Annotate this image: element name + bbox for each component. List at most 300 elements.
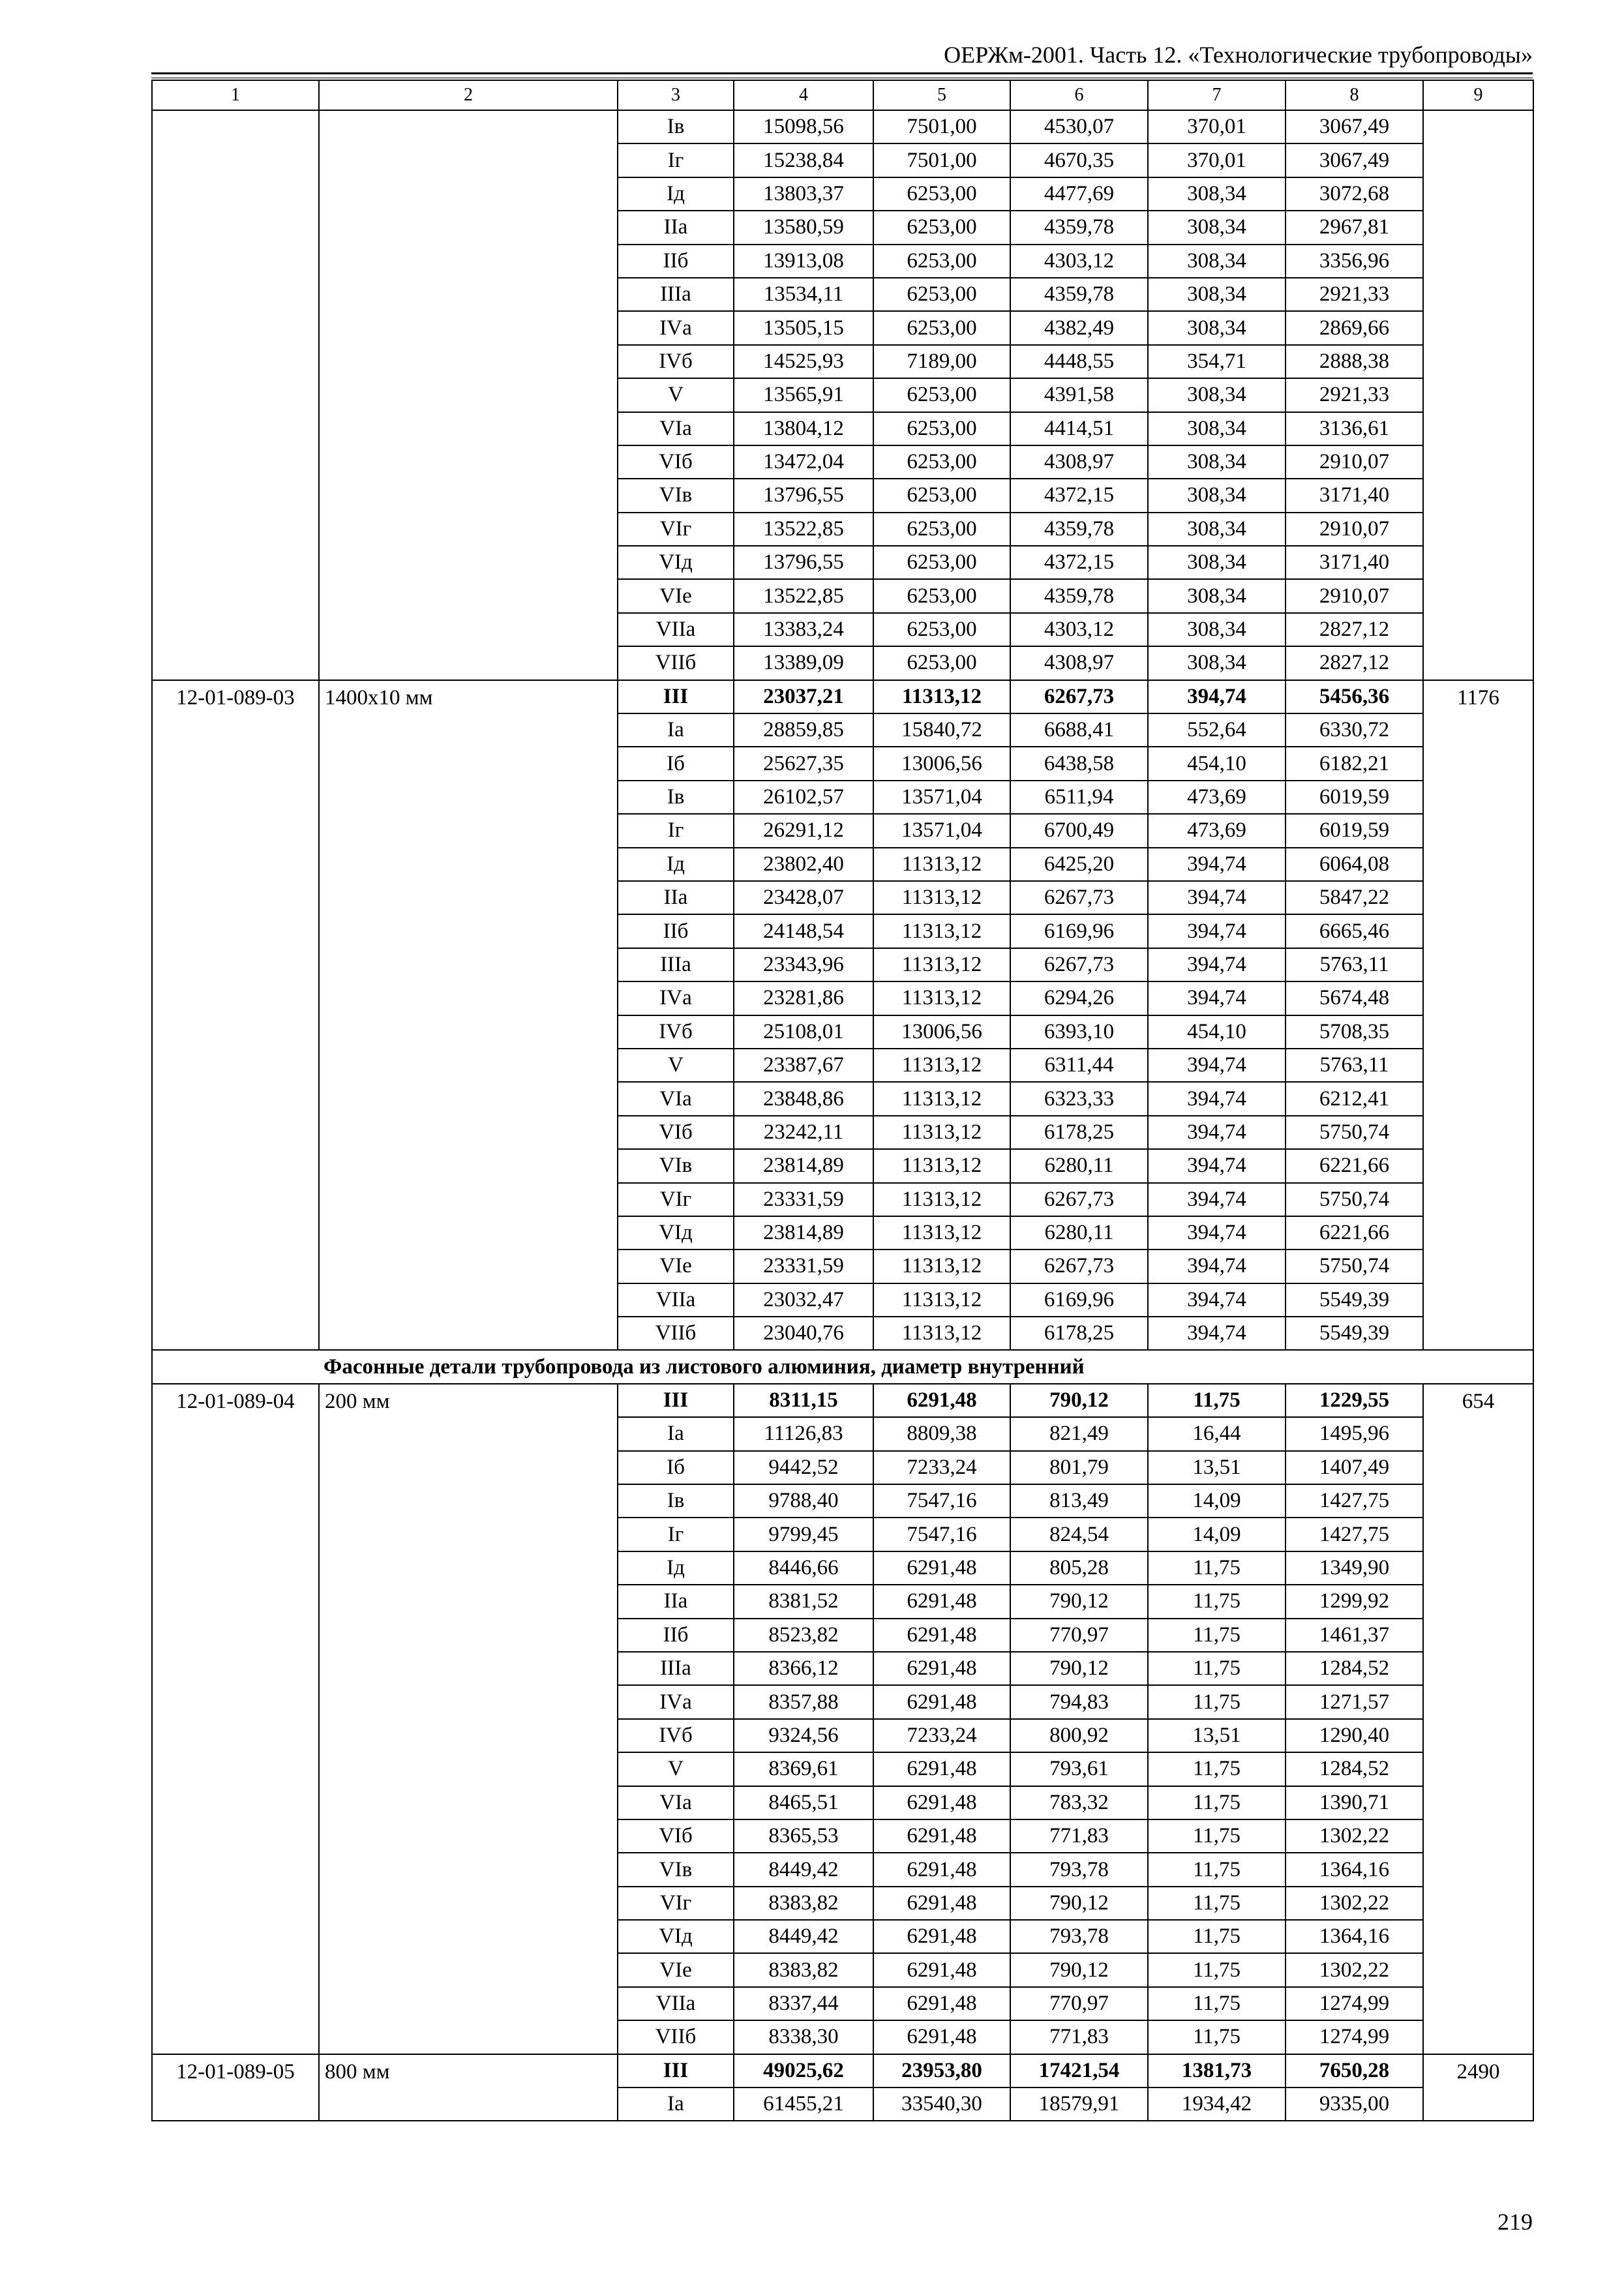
value-cell: 15098,56 xyxy=(734,110,873,143)
column-number: 5 xyxy=(873,80,1010,110)
value-cell: 552,64 xyxy=(1148,713,1286,747)
zone-cell: IVа xyxy=(618,981,734,1015)
value-cell: 8523,82 xyxy=(734,1619,873,1652)
value-cell: 2967,81 xyxy=(1286,211,1423,244)
value-cell: 783,32 xyxy=(1010,1786,1148,1819)
col9-cell xyxy=(1423,110,1533,680)
value-cell: 4303,12 xyxy=(1010,245,1148,278)
value-cell: 23037,21 xyxy=(734,680,873,713)
zone-cell: Iд xyxy=(618,1551,734,1585)
value-cell: 11,75 xyxy=(1148,2020,1286,2054)
zone-cell: IVб xyxy=(618,1015,734,1049)
value-cell: 33540,30 xyxy=(873,2087,1010,2121)
value-cell: 800,92 xyxy=(1010,1719,1148,1752)
value-cell: 6178,25 xyxy=(1010,1317,1148,1350)
value-cell: 16,44 xyxy=(1148,1417,1286,1450)
value-cell: 801,79 xyxy=(1010,1451,1148,1484)
zone-cell: VIб xyxy=(618,1116,734,1149)
value-cell: 13006,56 xyxy=(873,747,1010,780)
value-cell: 2888,38 xyxy=(1286,345,1423,378)
value-cell: 6291,48 xyxy=(873,1920,1010,1953)
value-cell: 394,74 xyxy=(1148,848,1286,881)
value-cell: 8383,82 xyxy=(734,1953,873,1986)
value-cell: 6323,33 xyxy=(1010,1082,1148,1115)
value-cell: 5763,11 xyxy=(1286,1049,1423,1082)
value-cell: 7233,24 xyxy=(873,1451,1010,1484)
value-cell: 15840,72 xyxy=(873,713,1010,747)
value-cell: 5750,74 xyxy=(1286,1116,1423,1149)
value-cell: 8449,42 xyxy=(734,1853,873,1886)
value-cell: 28859,85 xyxy=(734,713,873,747)
value-cell: 1364,16 xyxy=(1286,1853,1423,1886)
value-cell: 1274,99 xyxy=(1286,2020,1423,2054)
value-cell: 23802,40 xyxy=(734,848,873,881)
zone-cell: Iб xyxy=(618,747,734,780)
value-cell: 23331,59 xyxy=(734,1249,873,1283)
value-cell: 6688,41 xyxy=(1010,713,1148,747)
zone-cell: VIв xyxy=(618,1149,734,1182)
zone-cell: IIб xyxy=(618,914,734,948)
value-cell: 8465,51 xyxy=(734,1786,873,1819)
value-cell: 394,74 xyxy=(1148,881,1286,914)
value-cell: 6291,48 xyxy=(873,1953,1010,1986)
value-cell: 1381,73 xyxy=(1148,2054,1286,2087)
value-cell: 6267,73 xyxy=(1010,680,1148,713)
value-cell: 23331,59 xyxy=(734,1183,873,1216)
value-cell: 5750,74 xyxy=(1286,1183,1423,1216)
value-cell: 6311,44 xyxy=(1010,1049,1148,1082)
value-cell: 370,01 xyxy=(1148,143,1286,177)
zone-cell: III xyxy=(618,2054,734,2087)
value-cell: 394,74 xyxy=(1148,1049,1286,1082)
value-cell: 7547,16 xyxy=(873,1518,1010,1551)
zone-cell: VIIа xyxy=(618,1987,734,2020)
value-cell: 8369,61 xyxy=(734,1752,873,1786)
value-cell: 6665,46 xyxy=(1286,914,1423,948)
zone-cell: Iа xyxy=(618,2087,734,2121)
name-cell: 1400x10 мм xyxy=(319,680,618,1351)
value-cell: 6267,73 xyxy=(1010,881,1148,914)
value-cell: 11313,12 xyxy=(873,914,1010,948)
value-cell: 1495,96 xyxy=(1286,1417,1423,1450)
zone-cell: Iа xyxy=(618,1417,734,1450)
value-cell: 771,83 xyxy=(1010,1819,1148,1853)
value-cell: 13006,56 xyxy=(873,1015,1010,1049)
value-cell: 6253,00 xyxy=(873,479,1010,512)
value-cell: 473,69 xyxy=(1148,781,1286,814)
value-cell: 6267,73 xyxy=(1010,1183,1148,1216)
zone-cell: VIе xyxy=(618,1249,734,1283)
zone-cell: Iа xyxy=(618,713,734,747)
value-cell: 8383,82 xyxy=(734,1887,873,1920)
value-cell: 11,75 xyxy=(1148,1585,1286,1618)
value-cell: 308,34 xyxy=(1148,513,1286,546)
value-cell: 5549,39 xyxy=(1286,1283,1423,1317)
value-cell: 6280,11 xyxy=(1010,1149,1148,1182)
value-cell: 1302,22 xyxy=(1286,1887,1423,1920)
zone-cell: III xyxy=(618,1384,734,1417)
value-cell: 6182,21 xyxy=(1286,747,1423,780)
value-cell: 354,71 xyxy=(1148,345,1286,378)
value-cell: 11313,12 xyxy=(873,1216,1010,1249)
value-cell: 11,75 xyxy=(1148,1819,1286,1853)
value-cell: 7189,00 xyxy=(873,345,1010,378)
value-cell: 6221,66 xyxy=(1286,1149,1423,1182)
value-cell: 6393,10 xyxy=(1010,1015,1148,1049)
value-cell: 9335,00 xyxy=(1286,2087,1423,2121)
column-number: 6 xyxy=(1010,80,1148,110)
value-cell: 23040,76 xyxy=(734,1317,873,1350)
value-cell: 5708,35 xyxy=(1286,1015,1423,1049)
zone-cell: VIг xyxy=(618,513,734,546)
value-cell: 790,12 xyxy=(1010,1887,1148,1920)
value-cell: 5674,48 xyxy=(1286,981,1423,1015)
value-cell: 308,34 xyxy=(1148,412,1286,445)
value-cell: 23387,67 xyxy=(734,1049,873,1082)
value-cell: 11313,12 xyxy=(873,1116,1010,1149)
value-cell: 6291,48 xyxy=(873,1619,1010,1652)
value-cell: 4448,55 xyxy=(1010,345,1148,378)
code-cell: 12-01-089-03 xyxy=(152,680,319,1351)
value-cell: 8381,52 xyxy=(734,1585,873,1618)
value-cell: 1229,55 xyxy=(1286,1384,1423,1417)
value-cell: 13580,59 xyxy=(734,211,873,244)
value-cell: 6169,96 xyxy=(1010,1283,1148,1317)
zone-cell: Iв xyxy=(618,1484,734,1518)
value-cell: 6511,94 xyxy=(1010,781,1148,814)
section-row xyxy=(152,1350,1533,1383)
zone-cell: VIа xyxy=(618,412,734,445)
value-cell: 23428,07 xyxy=(734,881,873,914)
zone-cell: VIIб xyxy=(618,646,734,680)
value-cell: 6291,48 xyxy=(873,1585,1010,1618)
value-cell: 6700,49 xyxy=(1010,814,1148,847)
value-cell: 7547,16 xyxy=(873,1484,1010,1518)
value-cell: 3067,49 xyxy=(1286,143,1423,177)
value-cell: 2910,07 xyxy=(1286,513,1423,546)
value-cell: 790,12 xyxy=(1010,1652,1148,1685)
value-cell: 308,34 xyxy=(1148,579,1286,612)
value-cell: 2921,33 xyxy=(1286,278,1423,311)
value-cell: 13505,15 xyxy=(734,311,873,344)
zone-cell: IVб xyxy=(618,1719,734,1752)
value-cell: 6221,66 xyxy=(1286,1216,1423,1249)
value-cell: 1390,71 xyxy=(1286,1786,1423,1819)
code-cell: 12-01-089-04 xyxy=(152,1384,319,2054)
value-cell: 23242,11 xyxy=(734,1116,873,1149)
value-cell: 308,34 xyxy=(1148,479,1286,512)
column-number: 4 xyxy=(734,80,873,110)
value-cell: 1427,75 xyxy=(1286,1484,1423,1518)
zone-cell: V xyxy=(618,1049,734,1082)
value-cell: 1364,16 xyxy=(1286,1920,1423,1953)
value-cell: 7650,28 xyxy=(1286,2054,1423,2087)
zone-cell: IIIа xyxy=(618,278,734,311)
value-cell: 13796,55 xyxy=(734,546,873,579)
value-cell: 4477,69 xyxy=(1010,177,1148,211)
value-cell: 6291,48 xyxy=(873,1786,1010,1819)
value-cell: 11313,12 xyxy=(873,680,1010,713)
value-cell: 394,74 xyxy=(1148,680,1286,713)
price-table xyxy=(151,80,1534,2121)
table-row xyxy=(152,110,1533,143)
value-cell: 11313,12 xyxy=(873,848,1010,881)
value-cell: 11313,12 xyxy=(873,1082,1010,1115)
value-cell: 6212,41 xyxy=(1286,1082,1423,1115)
value-cell: 1290,40 xyxy=(1286,1719,1423,1752)
value-cell: 23814,89 xyxy=(734,1149,873,1182)
zone-cell: VIIа xyxy=(618,1283,734,1317)
value-cell: 11,75 xyxy=(1148,1853,1286,1886)
value-cell: 4308,97 xyxy=(1010,445,1148,479)
value-cell: 23814,89 xyxy=(734,1216,873,1249)
value-cell: 308,34 xyxy=(1148,445,1286,479)
value-cell: 4391,58 xyxy=(1010,378,1148,411)
value-cell: 7501,00 xyxy=(873,143,1010,177)
zone-cell: IVа xyxy=(618,1685,734,1718)
value-cell: 4530,07 xyxy=(1010,110,1148,143)
value-cell: 13796,55 xyxy=(734,479,873,512)
value-cell: 5750,74 xyxy=(1286,1249,1423,1283)
zone-cell: IIIа xyxy=(618,1652,734,1685)
column-number: 7 xyxy=(1148,80,1286,110)
header-rule-thick xyxy=(151,72,1533,74)
value-cell: 8337,44 xyxy=(734,1987,873,2020)
value-cell: 394,74 xyxy=(1148,1183,1286,1216)
value-cell: 3356,96 xyxy=(1286,245,1423,278)
zone-cell: VIг xyxy=(618,1887,734,1920)
value-cell: 11,75 xyxy=(1148,1652,1286,1685)
value-cell: 790,12 xyxy=(1010,1384,1148,1417)
value-cell: 770,97 xyxy=(1010,1987,1148,2020)
value-cell: 6267,73 xyxy=(1010,948,1148,981)
value-cell: 308,34 xyxy=(1148,613,1286,646)
value-cell: 6253,00 xyxy=(873,412,1010,445)
value-cell: 394,74 xyxy=(1148,1283,1286,1317)
col9-cell: 1176 xyxy=(1423,680,1533,1351)
value-cell: 4670,35 xyxy=(1010,143,1148,177)
value-cell: 4359,78 xyxy=(1010,278,1148,311)
value-cell: 13383,24 xyxy=(734,613,873,646)
value-cell: 8357,88 xyxy=(734,1685,873,1718)
value-cell: 6253,00 xyxy=(873,245,1010,278)
value-cell: 3171,40 xyxy=(1286,546,1423,579)
value-cell: 25627,35 xyxy=(734,747,873,780)
zone-cell: VIIб xyxy=(618,2020,734,2054)
column-number: 1 xyxy=(152,80,319,110)
value-cell: 13,51 xyxy=(1148,1719,1286,1752)
value-cell: 11,75 xyxy=(1148,1920,1286,1953)
value-cell: 6291,48 xyxy=(873,1652,1010,1685)
value-cell: 1461,37 xyxy=(1286,1619,1423,1652)
value-cell: 11,75 xyxy=(1148,1551,1286,1585)
zone-cell: VIа xyxy=(618,1082,734,1115)
value-cell: 8366,12 xyxy=(734,1652,873,1685)
value-cell: 4308,97 xyxy=(1010,646,1148,680)
value-cell: 11,75 xyxy=(1148,1752,1286,1786)
value-cell: 18579,91 xyxy=(1010,2087,1148,2121)
zone-cell: IIIа xyxy=(618,948,734,981)
zone-cell: VIIа xyxy=(618,613,734,646)
value-cell: 394,74 xyxy=(1148,1116,1286,1149)
zone-cell: IVб xyxy=(618,345,734,378)
value-cell: 394,74 xyxy=(1148,981,1286,1015)
value-cell: 394,74 xyxy=(1148,1216,1286,1249)
value-cell: 1299,92 xyxy=(1286,1585,1423,1618)
zone-cell: Iд xyxy=(618,848,734,881)
value-cell: 8365,53 xyxy=(734,1819,873,1853)
value-cell: 14,09 xyxy=(1148,1518,1286,1551)
value-cell: 454,10 xyxy=(1148,747,1286,780)
value-cell: 2910,07 xyxy=(1286,579,1423,612)
value-cell: 6330,72 xyxy=(1286,713,1423,747)
table-row xyxy=(152,680,1533,713)
value-cell: 11,75 xyxy=(1148,1987,1286,2020)
zone-cell: VIг xyxy=(618,1183,734,1216)
zone-cell: VIб xyxy=(618,1819,734,1853)
value-cell: 5763,11 xyxy=(1286,948,1423,981)
value-cell: 3171,40 xyxy=(1286,479,1423,512)
value-cell: 11,75 xyxy=(1148,1786,1286,1819)
value-cell: 13472,04 xyxy=(734,445,873,479)
column-number: 9 xyxy=(1423,80,1533,110)
value-cell: 9324,56 xyxy=(734,1719,873,1752)
zone-cell: Iг xyxy=(618,143,734,177)
value-cell: 8446,66 xyxy=(734,1551,873,1585)
value-cell: 8338,30 xyxy=(734,2020,873,2054)
page-number: 219 xyxy=(1497,2209,1533,2235)
value-cell: 308,34 xyxy=(1148,278,1286,311)
value-cell: 308,34 xyxy=(1148,211,1286,244)
value-cell: 824,54 xyxy=(1010,1518,1148,1551)
zone-cell: VIе xyxy=(618,579,734,612)
value-cell: 813,49 xyxy=(1010,1484,1148,1518)
value-cell: 9799,45 xyxy=(734,1518,873,1551)
zone-cell: VIе xyxy=(618,1953,734,1986)
value-cell: 473,69 xyxy=(1148,814,1286,847)
value-cell: 4382,49 xyxy=(1010,311,1148,344)
value-cell: 11,75 xyxy=(1148,1619,1286,1652)
code-cell: 12-01-089-05 xyxy=(152,2054,319,2121)
col9-cell: 654 xyxy=(1423,1384,1533,2054)
value-cell: 4372,15 xyxy=(1010,479,1148,512)
zone-cell: IIа xyxy=(618,211,734,244)
value-cell: 23848,86 xyxy=(734,1082,873,1115)
zone-cell: VIд xyxy=(618,1216,734,1249)
value-cell: 11313,12 xyxy=(873,948,1010,981)
value-cell: 6280,11 xyxy=(1010,1216,1148,1249)
value-cell: 11313,12 xyxy=(873,1183,1010,1216)
value-cell: 13565,91 xyxy=(734,378,873,411)
value-cell: 308,34 xyxy=(1148,245,1286,278)
value-cell: 7501,00 xyxy=(873,110,1010,143)
zone-cell: VIб xyxy=(618,445,734,479)
value-cell: 14525,93 xyxy=(734,345,873,378)
column-number-row xyxy=(152,80,1533,110)
column-number: 8 xyxy=(1286,80,1423,110)
value-cell: 1934,42 xyxy=(1148,2087,1286,2121)
value-cell: 24148,54 xyxy=(734,914,873,948)
value-cell: 1302,22 xyxy=(1286,1953,1423,1986)
value-cell: 6253,00 xyxy=(873,579,1010,612)
value-cell: 5847,22 xyxy=(1286,881,1423,914)
value-cell: 6169,96 xyxy=(1010,914,1148,948)
value-cell: 308,34 xyxy=(1148,378,1286,411)
value-cell: 14,09 xyxy=(1148,1484,1286,1518)
zone-cell: Iг xyxy=(618,1518,734,1551)
zone-cell: Iб xyxy=(618,1451,734,1484)
zone-cell: IIб xyxy=(618,1619,734,1652)
value-cell: 13571,04 xyxy=(873,814,1010,847)
value-cell: 4303,12 xyxy=(1010,613,1148,646)
value-cell: 394,74 xyxy=(1148,1317,1286,1350)
value-cell: 370,01 xyxy=(1148,110,1286,143)
value-cell: 6019,59 xyxy=(1286,814,1423,847)
value-cell: 61455,21 xyxy=(734,2087,873,2121)
value-cell: 11126,83 xyxy=(734,1417,873,1450)
table-row xyxy=(152,1384,1533,1417)
value-cell: 5456,36 xyxy=(1286,680,1423,713)
column-number: 2 xyxy=(319,80,618,110)
value-cell: 308,34 xyxy=(1148,177,1286,211)
zone-cell: IVа xyxy=(618,311,734,344)
value-cell: 6253,00 xyxy=(873,378,1010,411)
value-cell: 13534,11 xyxy=(734,278,873,311)
value-cell: 394,74 xyxy=(1148,1082,1286,1115)
value-cell: 5549,39 xyxy=(1286,1317,1423,1350)
zone-cell: VIд xyxy=(618,546,734,579)
value-cell: 13389,09 xyxy=(734,646,873,680)
value-cell: 454,10 xyxy=(1148,1015,1286,1049)
value-cell: 49025,62 xyxy=(734,2054,873,2087)
value-cell: 11313,12 xyxy=(873,1049,1010,1082)
value-cell: 6253,00 xyxy=(873,211,1010,244)
value-cell: 13522,85 xyxy=(734,513,873,546)
value-cell: 23953,80 xyxy=(873,2054,1010,2087)
value-cell: 2921,33 xyxy=(1286,378,1423,411)
zone-cell: Iв xyxy=(618,781,734,814)
value-cell: 6064,08 xyxy=(1286,848,1423,881)
value-cell: 6291,48 xyxy=(873,1887,1010,1920)
value-cell: 1427,75 xyxy=(1286,1518,1423,1551)
value-cell: 805,28 xyxy=(1010,1551,1148,1585)
zone-cell: VIв xyxy=(618,479,734,512)
value-cell: 6425,20 xyxy=(1010,848,1148,881)
value-cell: 4359,78 xyxy=(1010,579,1148,612)
value-cell: 13913,08 xyxy=(734,245,873,278)
value-cell: 26291,12 xyxy=(734,814,873,847)
value-cell: 6291,48 xyxy=(873,1819,1010,1853)
zone-cell: V xyxy=(618,1752,734,1786)
value-cell: 6253,00 xyxy=(873,646,1010,680)
value-cell: 6267,73 xyxy=(1010,1249,1148,1283)
value-cell: 6291,48 xyxy=(873,1853,1010,1886)
value-cell: 8311,15 xyxy=(734,1384,873,1417)
name-cell: 200 мм xyxy=(319,1384,618,2054)
value-cell: 8809,38 xyxy=(873,1417,1010,1450)
value-cell: 4414,51 xyxy=(1010,412,1148,445)
table-row xyxy=(152,2054,1533,2087)
value-cell: 26102,57 xyxy=(734,781,873,814)
value-cell: 2827,12 xyxy=(1286,646,1423,680)
value-cell: 6253,00 xyxy=(873,546,1010,579)
value-cell: 793,78 xyxy=(1010,1853,1148,1886)
value-cell: 25108,01 xyxy=(734,1015,873,1049)
value-cell: 4359,78 xyxy=(1010,211,1148,244)
value-cell: 13522,85 xyxy=(734,579,873,612)
value-cell: 2827,12 xyxy=(1286,613,1423,646)
value-cell: 6253,00 xyxy=(873,445,1010,479)
